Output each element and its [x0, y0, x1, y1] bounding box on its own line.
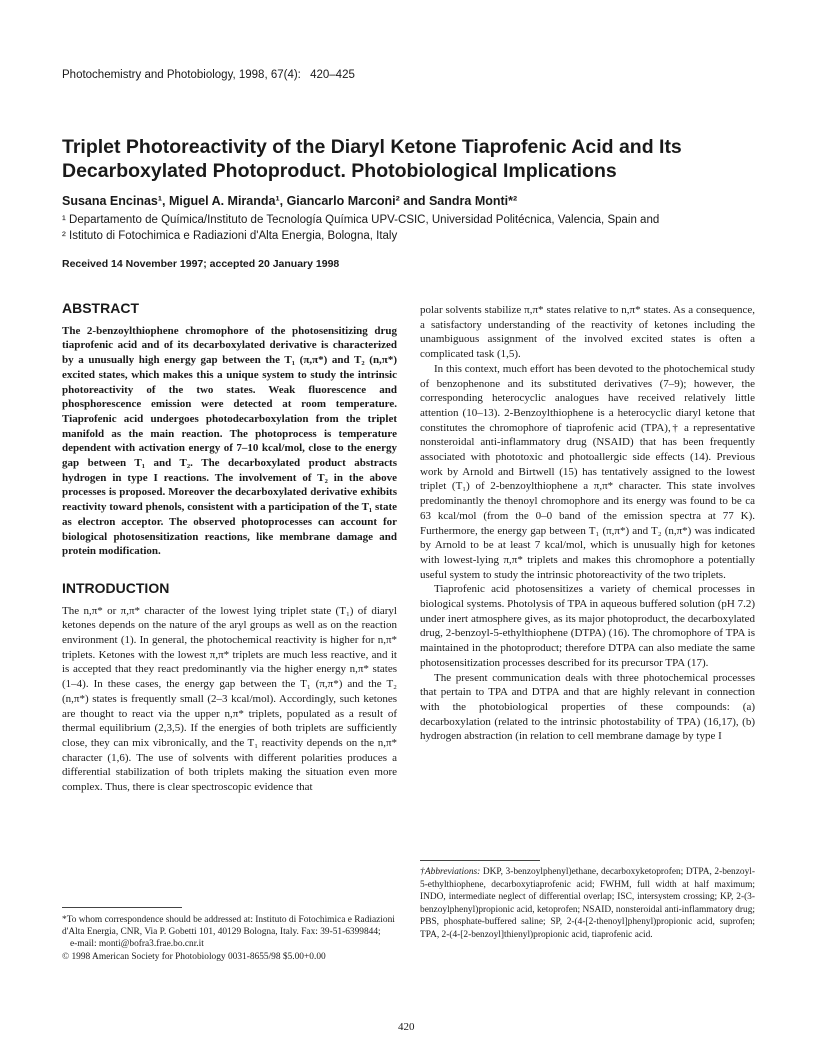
journal-pages: 420–425 [310, 69, 355, 81]
copyright-line: © 1998 American Society for Photobiology 0031-8655/98 $5.00+0.00 [62, 951, 326, 962]
footnote-divider-left [62, 907, 182, 908]
abstract-heading: ABSTRACT [62, 300, 139, 316]
abbreviations-label: †Abbreviations: [420, 867, 481, 877]
received-dates: Received 14 November 1997; accepted 20 January 1998 [62, 258, 340, 270]
abbreviations-footnote [420, 866, 755, 942]
page-number: 420 [398, 1021, 415, 1033]
intro-paragraph-2: In this context, much effort has been devoted to the photochemical study of benzophenone and its substituted derivatives (7–9); however, the corresponding heterocyclic analogues have received relatively little attention (10–13). 2-Benzoylthiophene is a heterocyclic diaryl ketone that constitutes the chromophore of tiaprofenic acid (TPA),† a representative nonsteroidal anti-inflammatory drug (NSAID) that has been frequently associated with phototoxic and photoallergic side effects (14). Previous work by Arnold and Birtwell (15) has tentatively assigned to the lowest triplet (T₁) of 2-benzoylthiophene a π,π* character. This state involves predominantly the thenoyl chromophore and its energy was found to be ca 63 kcal/mol (from the 0–0 band of the emission spectra at 77 K). Furthermore, the energy gap between T₁ (π,π*) and T₂ (n,π*) was indicated by Arnold to be at least 7 kcal/mol, which is unusually high for ketones with lowest-lying π,π* triplets and makes this chromophore a potentially useful system to study the intrinsic photoreactivity of the two triplets. [420, 362, 755, 581]
intro-paragraph-4: The present communication deals with three photochemical processes that pertain to TPA and DTPA and that are highly relevant in connection with the photobiological properties of these compounds: (a) decarboxylation (related to the intrinsic photostability of TPA) (16,17), (b) hydrogen abstraction (in relation to cell membrane damage by type I [420, 671, 755, 743]
introduction-heading: INTRODUCTION [62, 579, 170, 596]
left-column [62, 301, 397, 795]
author-list: Susana Encinas¹, Miguel A. Miranda¹, Giancarlo Marconi² and Sandra Monti*² [62, 194, 518, 208]
footnote-divider-right [420, 860, 540, 861]
abbreviations-text: DKP, 3-benzoylphenyl)ethane, decarboxyketoprofen; DTPA, 2-benzoyl-5-ethylthiophene, decarboxytiaprofenic acid; FWHM, full width at half maximum; INDO, intermediate neglect of differential overlap; ISC, intersystem crossing; KP, 2-(3-benzoylphenyl)propionic acid, ketoprofen; NSAID, nonsteroidal anti-inflammatory drug; PBS, phosphate-buffered saline; SP, 2-(4-[2-thenoyl]phenyl)propionic acid, suprofen; TPA, 2-(4-[2-benzoyl]thienyl)propionic acid, tiaprofenic acid. [420, 867, 755, 940]
journal-citation [62, 69, 355, 81]
intro-paragraph-1: The n,π* or π,π* character of the lowest lying triplet state (T₁) of diaryl ketones depends on the nature of the aryl groups as well as on the reaction environment (1). In general, the photochemical reactivity is higher for n,π* triplets. Ketones with the lowest π,π* triplets are much less reactive, and it is accepted that they react predominantly via the higher energy n,π* states (1–4). In these cases, the energy gap between the T₁ (π,π*) and the T₂ (n,π*) states is frequently small (2–3 kcal/mol). Accordingly, such ketones are thought to react via the upper n,π* triplets, populated as a result of thermal equilibrium (2,3,5). If the energies of both triplets are sufficiently close, they can mix vibronically, and the T₁ reactivity depends on the n,π* character (1,6). The use of solvents with different polarities produces a differential stabilization of both triplets making the situation even more complex. Thus, there is clear spectroscopic evidence that [62, 604, 397, 794]
correspondence-address: *To whom correspondence should be addressed at: Instituto di Fotochimica e Radiazioni d'Alta Energia, CNR, Via P. Gobetti 101, 40129 Bologna, Italy. Fax: 39-51-6399844; [62, 915, 395, 938]
affiliation-2: ² Istituto di Fotochimica e Radiazioni d'Alta Energia, Bologna, Italy [62, 230, 398, 242]
journal-name: Photochemistry and Photobiology, 1998, 67(4): [62, 69, 301, 81]
correspondence-footnote [62, 914, 397, 963]
article-title: Triplet Photoreactivity of the Diaryl Ketone Tiaprofenic Acid and Its Decarboxylated Photoproduct. Photobiological Implications [62, 136, 682, 182]
intro-paragraph-1-continued: polar solvents stabilize π,π* states relative to n,π* states. As a consequence, a satisfactory understanding of the reactivity of ketones including the unambiguous assignment of the involved excited states is often a complicated task (1,5). [420, 304, 755, 361]
intro-paragraph-3: Tiaprofenic acid photosensitizes a variety of chemical processes in biological systems. Photolysis of TPA in aqueous buffered solution (pH 7.2) under inert atmosphere gives, as its major photoproduct, the decarboxylated drug, 2-benzoyl-5-ethylthiophene (DTPA) (16). The chromophore of TPA is maintained in the photoproduct; therefore DTPA can also mediate the same photosensitization processes described for its precursor TPA (17). [420, 583, 755, 669]
right-column [420, 303, 755, 744]
abstract-text: The 2-benzoylthiophene chromophore of the photosensitizing drug tiaprofenic acid and of its decarboxylated derivative is characterized by a unusually high energy gap between the T₁ (π,π*) and T₂ (n,π*) excited states, which makes this a unique system to study the intrinsic photoreactivity of the two states. Weak fluorescence and phosphorescence emission were detected at room temperature. Tiaprofenic acid undergoes photodecarboxylation from the triplet manifold as the main reaction. The photoprocess is temperature dependent with activation energy of 7–10 kcal/mol, close to the energy gap between T₁ and T₂. The decarboxylated product abstracts hydrogen in type I reactions. The involvement of T₂ in the above processes is proposed. Moreover the decarboxylated derivative exhibits reactivity toward phenols, consistent with a participation of the T₁ state as electron acceptor. The observed photoprocesses can account for biological photosensitization reactions, like membrane damage and protein modification. [62, 324, 397, 558]
affiliation-1: ¹ Departamento de Química/Instituto de Tecnología Química UPV-CSIC, Universidad Politécnica, Valencia, Spain and [62, 214, 660, 226]
correspondence-email: e-mail: monti@bofra3.frae.bo.cnr.it [70, 939, 204, 950]
